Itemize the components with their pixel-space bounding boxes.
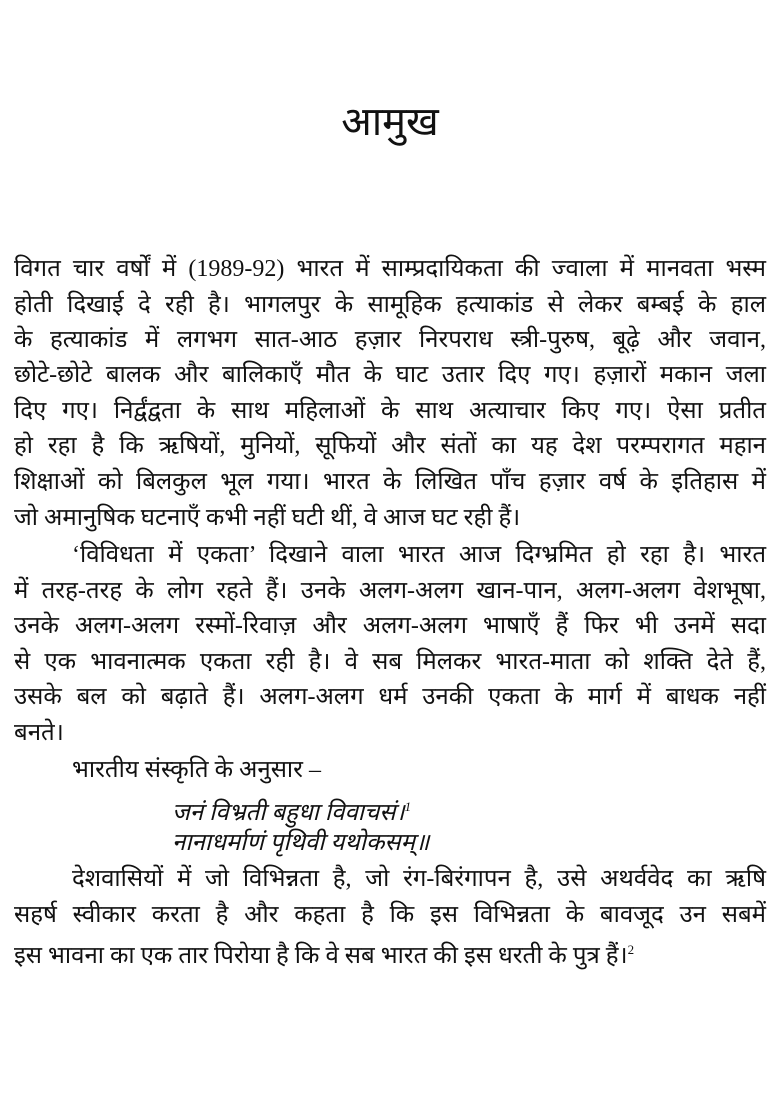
text-line: सहर्ष स्वीकार करता है और कहता है कि इस विभिन्नता के बावजूद उन सबमें (14, 902, 766, 928)
verse-line: जनं विभ्रती बहुधा विवाचसं।$^1$ (172, 799, 412, 826)
text-line: इस भावना का एक तार पिरोया है कि वे सब भारत की इस धरती के पुत्र हैं।$^2$ (14, 942, 635, 969)
quote-intro: भारतीय संस्कृति के अनुसार – (72, 757, 321, 783)
text-line: जो अमानुषिक घटनाएँ कभी नहीं घटी थीं, वे आज घट रही हैं। (14, 505, 521, 531)
text-line: दिए गए। निर्द्वंद्वता के साथ महिलाओं के साथ अत्याचार किए गए। ऐसा प्रतीत (14, 398, 766, 424)
text-line: से एक भावनात्मक एकता रही है। वे सब मिलकर भारत-माता को शक्ति देते हैं, (14, 649, 766, 675)
text-line: के हत्याकांड में लगभग सात-आठ हज़ार निरपराध स्त्री-पुरुष, बूढ़े और जवान, (14, 327, 766, 353)
verse-line: नानाधर्माणं पृथिवी यथोकसम्॥ (172, 830, 430, 856)
text-line: होती दिखाई दे रही है। भागलपुर के सामूहिक हत्याकांड से लेकर बम्बई के हाल (14, 292, 766, 318)
footnote-marker: 1 (404, 799, 412, 814)
footnote-marker: 2 (627, 942, 635, 957)
text-line: विगत चार वर्षों में (1989-92) भारत में साम्प्रदायिकता की ज्वाला में मानवता भस्म (14, 256, 766, 282)
text-line: देशवासियों में जो विभिन्नता है, जो रंग-बिरंगापन है, उसे अथर्ववेद का ऋषि (72, 866, 766, 892)
text-line: शिक्षाओं को बिलकुल भूल गया। भारत के लिखित पाँच हज़ार वर्ष के इतिहास में (14, 469, 766, 495)
text-line: उनके अलग-अलग रस्मों-रिवाज़ और अलग-अलग भाषाएँ हैं फिर भी उनमें सदा (14, 613, 766, 639)
page-title: आमुख (341, 99, 439, 144)
text-line: ‘विविधता में एकता’ दिखाने वाला भारत आज दिग्भ्रमित हो रहा है। भारत (72, 542, 766, 568)
text-line: उसके बल को बढ़ाते हैं। अलग-अलग धर्म उनकी एकता के मार्ग में बाधक नहीं (14, 684, 766, 710)
text-line: हो रहा है कि ऋषियों, मुनियों, सूफियों और संतों का यह देश परम्परागत महान (14, 433, 766, 459)
text-line: बनते। (14, 720, 64, 746)
text-line: में तरह-तरह के लोग रहते हैं। उनके अलग-अलग खान-पान, अलग-अलग वेशभूषा, (14, 578, 766, 604)
text-line: छोटे-छोटे बालक और बालिकाएँ मौत के घाट उतार दिए गए। हज़ारों मकान जला (14, 362, 766, 388)
